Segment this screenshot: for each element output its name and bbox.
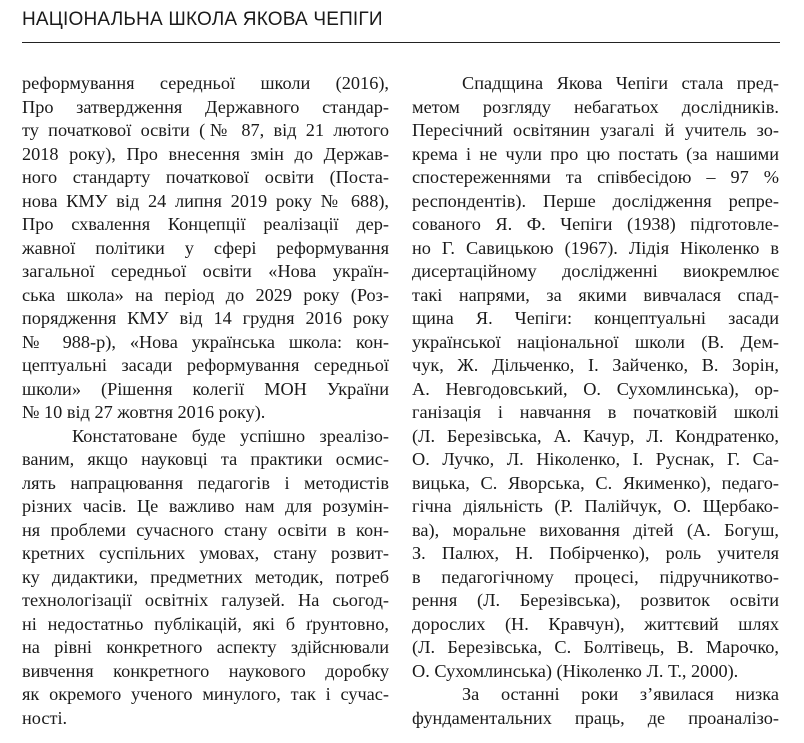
text-line: респондентів). Перше дослідження репре- [412,190,779,211]
text-line: № 988-р), «Нова українська школа: кон- [22,331,389,352]
text-line: кретних суспільних умовах, стану розвит- [22,543,389,563]
text-line: різних часів. Це важливо нам для розумін- [22,496,389,516]
text-line: ності. [22,707,68,728]
text-line: крема і не чули про цю постать (за нашими [412,143,779,164]
text-line: дорослих (Н. Кравчун), життєвий шлях [412,613,779,634]
text-line: цептуальні засади реформування середньої [22,355,389,375]
text-line: чук, Ж. Дільченко, І. Зайченко, В. Зорін, [412,355,779,375]
header-rule [22,42,780,43]
text-line: ня проблеми сучасного стану освіти в кон- [22,519,389,540]
text-line: но Г. Савицькою (1967). Лідія Ніколенко в [412,237,779,258]
text-line: ва), моральне виховання дітей (А. Богуш, [412,519,779,540]
text-line: щина Я. Чепіги: концептуальні засади [412,308,779,328]
text-line: порядження КМУ від 14 грудня 2016 року [22,308,389,328]
text-line: технологізації освітніх галузей. На сьогод- [22,590,389,610]
text-line: спостереженнями та співбесідою – 97 % [412,167,779,187]
text-line: як окремого ученого минулого, так і сучас- [22,684,389,704]
left-text-column [22,72,389,730]
text-line: (Л. Березівська, С. Болтівець, В. Марочко, [412,637,779,657]
running-title: НАЦІОНАЛЬНА ШКОЛА ЯКОВА ЧЕПІГИ [22,9,383,30]
text-line: такі напрями, за якими вивчалася спад- [412,284,779,305]
text-line: нова КМУ від 24 липня 2019 року № 688), [22,190,389,211]
text-line: сованого Я. Ф. Чепіги (1938) підготовле- [412,214,779,234]
text-line: фундаментальних праць, де проаналізо- [412,707,779,728]
text-line: ська школа» на період до 2029 року (Роз- [22,284,389,305]
text-line: ні недостатньо публікацій, які б ґрунтовно, [22,613,389,634]
text-line: української національної школи (В. Дем- [412,331,779,352]
text-line: жавної політики у сфері реформування [22,237,389,258]
text-line: дисертаційному дослідженні виокремлює [412,261,779,281]
text-line: № 10 від 27 жовтня 2016 року). [22,402,266,422]
text-line: реформування середньої школи (2016), [22,73,389,93]
text-line: рення (Л. Березівська), розвиток освіти [412,590,779,610]
text-line: гічна діяльність (Р. Палійчук, О. Щербако- [412,496,779,516]
text-line: (Л. Березівська, А. Качур, Л. Кондратенко, [412,425,779,446]
text-line: ваним, якщо науковці та практики осмис- [22,449,389,469]
text-line: метом розгляду небагатьох дослідників. [412,96,779,117]
text-line: Про затвердження Державного стандар- [22,96,389,117]
text-line: на рівні конкретного аспекту здійснювали [22,637,389,657]
text-line: Про схвалення Концепції реалізації дер- [22,214,389,234]
text-line: Констатоване буде успішно зреалізо- [72,425,389,446]
right-text-column [412,72,779,730]
text-line: ку дидактики, предметних методик, потреб [22,566,389,587]
text-line: Спадщина Якова Чепіги стала пред- [462,73,779,93]
text-line: загальної середньої освіти «Нова україн- [22,261,389,281]
text-line: А. Невгодовський, О. Сухомлинська), ор- [412,378,779,399]
text-line: ного стандарту початкової освіти (Поста- [22,167,389,187]
text-line: лять напрацювання педагогів і методистів [22,472,389,493]
text-line: З. Палюх, Н. Побірченко), роль учителя [412,543,779,563]
text-line: вивчення конкретного наукового доробку [22,660,389,681]
text-line: О. Лучко, Л. Ніколенко, І. Руснак, Г. Са- [412,449,779,469]
text-line: За останні роки з’явилася низка [462,684,779,704]
text-line: в педагогічному процесі, підручникотво- [412,566,779,587]
text-line: ганізація і навчання в початковій школі [412,402,779,422]
text-line: О. Сухомлинська) (Ніколенко Л. Т., 2000). [412,660,739,681]
text-line: Пересічний освітянин узагалі й учитель зо- [412,120,779,140]
text-line: вицька, С. Яворська, С. Якименко), педаго- [412,472,779,493]
text-line: 2018 року), Про внесення змін до Держав- [22,143,389,164]
text-line: ту початкової освіти (№ 87, від 21 лютого [22,120,389,140]
text-line: школи» (Рішення колегії МОН України [22,378,389,399]
